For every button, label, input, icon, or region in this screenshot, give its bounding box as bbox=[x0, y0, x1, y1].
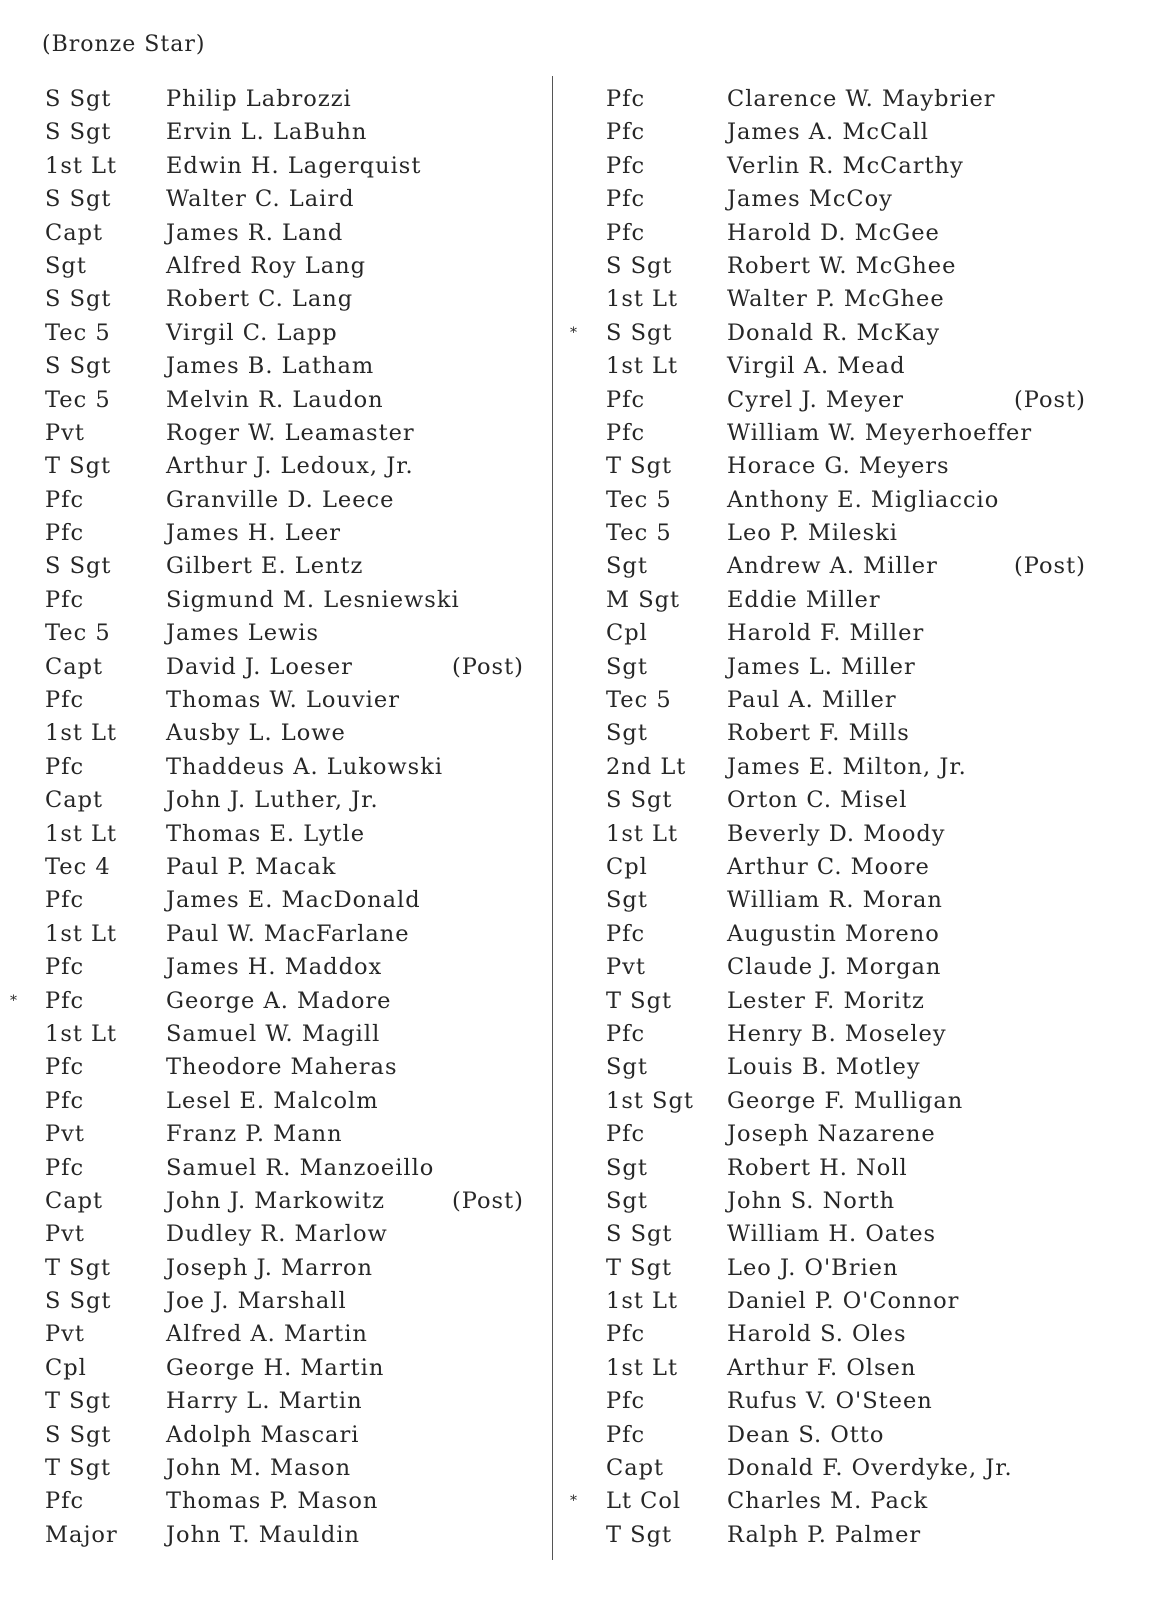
soldier-name: Verlin R. McCarthy bbox=[727, 152, 964, 179]
posthumous-note: (Post) bbox=[1014, 553, 1086, 580]
soldier-name: Paul A. Miller bbox=[727, 687, 897, 714]
list-item bbox=[0, 1018, 560, 1051]
soldier-name: James H. Maddox bbox=[166, 954, 383, 981]
soldier-name: Ervin L. LaBuhn bbox=[166, 119, 368, 146]
soldier-name: Alfred Roy Lang bbox=[166, 252, 366, 279]
rank-label: S Sgt bbox=[45, 553, 112, 580]
soldier-name: Robert W. McGhee bbox=[727, 252, 957, 279]
rank-label: Pvt bbox=[45, 1121, 85, 1148]
soldier-name: James A. McCall bbox=[727, 119, 929, 146]
rank-label: 1st Lt bbox=[45, 720, 118, 747]
list-item bbox=[560, 1051, 1120, 1084]
rank-label: S Sgt bbox=[606, 252, 673, 279]
soldier-name: Joe J. Marshall bbox=[166, 1288, 347, 1315]
soldier-name: Anthony E. Migliaccio bbox=[727, 486, 1000, 513]
soldier-name: Daniel P. O'Connor bbox=[727, 1288, 960, 1315]
list-item bbox=[560, 217, 1120, 250]
list-item bbox=[0, 484, 560, 517]
soldier-name: Paul W. MacFarlane bbox=[166, 920, 410, 947]
rank-label: Pfc bbox=[606, 419, 646, 446]
soldier-name: Philip Labrozzi bbox=[166, 86, 352, 112]
list-item bbox=[560, 1085, 1120, 1118]
soldier-name: John M. Mason bbox=[166, 1455, 352, 1482]
list-item bbox=[0, 1285, 560, 1318]
list-item bbox=[560, 1018, 1120, 1051]
soldier-name: Cyrel J. Meyer bbox=[727, 386, 905, 413]
rank-label: Tec 5 bbox=[606, 520, 672, 547]
rank-label: Sgt bbox=[606, 553, 648, 580]
soldier-name: Harold F. Miller bbox=[727, 620, 925, 647]
list-item bbox=[0, 1352, 560, 1385]
list-item bbox=[0, 784, 560, 817]
soldier-name: Thomas E. Lytle bbox=[166, 820, 366, 847]
rank-label: Pfc bbox=[606, 152, 646, 179]
rank-label: Tec 5 bbox=[45, 620, 111, 647]
list-item bbox=[560, 1318, 1120, 1351]
soldier-name: Claude J. Morgan bbox=[727, 954, 942, 981]
rank-label: Pfc bbox=[45, 1488, 85, 1515]
soldier-name: Harold D. McGee bbox=[727, 219, 940, 246]
list-item bbox=[0, 851, 560, 884]
soldier-name: George A. Madore bbox=[166, 987, 392, 1014]
rank-label: S Sgt bbox=[606, 1221, 673, 1248]
list-item bbox=[560, 484, 1120, 517]
rank-label: Pfc bbox=[606, 1321, 646, 1348]
soldier-name: Beverly D. Moody bbox=[727, 820, 946, 847]
rank-label: Sgt bbox=[606, 720, 648, 747]
rank-label: 1st Sgt bbox=[606, 1087, 694, 1114]
rank-label: Pfc bbox=[606, 86, 646, 112]
rank-label: Pfc bbox=[45, 1087, 85, 1114]
soldier-name: Louis B. Motley bbox=[727, 1054, 921, 1081]
soldier-name: Virgil C. Lapp bbox=[166, 319, 338, 346]
list-item bbox=[560, 1185, 1120, 1218]
list-item bbox=[0, 150, 560, 183]
rank-label: Pfc bbox=[45, 987, 85, 1014]
list-item bbox=[560, 751, 1120, 784]
list-item bbox=[0, 83, 560, 116]
rank-label: Pfc bbox=[45, 887, 85, 914]
soldier-name: George H. Martin bbox=[166, 1354, 385, 1381]
list-item bbox=[0, 1252, 560, 1285]
soldier-name: James H. Leer bbox=[166, 520, 342, 547]
left-column bbox=[0, 83, 560, 1552]
list-item bbox=[560, 684, 1120, 717]
rank-label: Pfc bbox=[45, 486, 85, 513]
rank-label: Sgt bbox=[45, 252, 87, 279]
list-item bbox=[0, 317, 560, 350]
list-item bbox=[560, 1485, 1120, 1518]
rank-label: Pvt bbox=[606, 954, 646, 981]
soldier-name: Eddie Miller bbox=[727, 586, 881, 613]
list-item bbox=[0, 550, 560, 583]
soldier-name: Donald F. Overdyke, Jr. bbox=[727, 1455, 1013, 1482]
list-item bbox=[560, 116, 1120, 149]
list-item bbox=[560, 1385, 1120, 1418]
rank-label: S Sgt bbox=[606, 319, 673, 346]
soldier-name: Clarence W. Maybrier bbox=[727, 86, 996, 112]
rank-label: Pfc bbox=[606, 1121, 646, 1148]
list-item bbox=[0, 818, 560, 851]
rank-label: T Sgt bbox=[606, 1254, 673, 1281]
rank-label: T Sgt bbox=[606, 1521, 673, 1548]
list-item bbox=[0, 1051, 560, 1084]
list-item bbox=[560, 884, 1120, 917]
soldier-name: Joseph J. Marron bbox=[166, 1254, 374, 1281]
rank-label: Pfc bbox=[45, 753, 85, 780]
rank-label: Tec 5 bbox=[45, 386, 111, 413]
list-item bbox=[0, 1185, 560, 1218]
list-item bbox=[560, 283, 1120, 316]
posthumous-note: (Post) bbox=[452, 1187, 524, 1214]
soldier-name: Horace G. Meyers bbox=[727, 453, 950, 480]
soldier-name: Samuel W. Magill bbox=[166, 1020, 381, 1047]
soldier-name: Thaddeus A. Lukowski bbox=[166, 753, 444, 780]
list-item bbox=[0, 517, 560, 550]
soldier-name: James R. Land bbox=[166, 219, 344, 246]
list-item bbox=[0, 918, 560, 951]
rank-label: T Sgt bbox=[606, 453, 673, 480]
list-item bbox=[0, 651, 560, 684]
rank-label: T Sgt bbox=[45, 453, 112, 480]
page-heading: (Bronze Star) bbox=[42, 32, 206, 57]
rank-label: S Sgt bbox=[45, 186, 112, 213]
list-item bbox=[560, 550, 1120, 583]
soldier-name: Samuel R. Manzoeillo bbox=[166, 1154, 435, 1181]
soldier-name: Lester F. Moritz bbox=[727, 987, 925, 1014]
soldier-name: Augustin Moreno bbox=[727, 920, 940, 947]
list-item bbox=[560, 951, 1120, 984]
rank-label: T Sgt bbox=[606, 987, 673, 1014]
list-item bbox=[560, 1419, 1120, 1452]
rank-label: 1st Lt bbox=[606, 1288, 679, 1315]
soldier-name: Gilbert E. Lentz bbox=[166, 553, 364, 580]
posthumous-note: (Post) bbox=[452, 653, 524, 680]
soldier-name: Henry B. Moseley bbox=[727, 1020, 947, 1047]
rank-label: S Sgt bbox=[45, 353, 112, 380]
rank-label: T Sgt bbox=[45, 1455, 112, 1482]
rank-label: T Sgt bbox=[45, 1254, 112, 1281]
rank-label: S Sgt bbox=[45, 1288, 112, 1315]
rank-label: S Sgt bbox=[45, 119, 112, 146]
soldier-name: Franz P. Mann bbox=[166, 1121, 343, 1148]
list-item bbox=[560, 1452, 1120, 1485]
rank-label: 1st Lt bbox=[45, 152, 118, 179]
soldier-name: Dean S. Otto bbox=[727, 1421, 885, 1448]
list-item bbox=[0, 417, 560, 450]
soldier-name: John S. North bbox=[727, 1187, 896, 1214]
soldier-name: James E. Milton, Jr. bbox=[727, 753, 967, 780]
rank-label: 1st Lt bbox=[606, 1354, 679, 1381]
list-item bbox=[0, 250, 560, 283]
rank-label: Pfc bbox=[45, 520, 85, 547]
soldier-name: William H. Oates bbox=[727, 1221, 937, 1248]
list-item bbox=[560, 1218, 1120, 1251]
rank-label: Sgt bbox=[606, 1187, 648, 1214]
rank-label: Sgt bbox=[606, 1054, 648, 1081]
list-item bbox=[0, 450, 560, 483]
soldier-name: Leo J. O'Brien bbox=[727, 1254, 899, 1281]
rank-label: Pvt bbox=[45, 1321, 85, 1348]
list-item bbox=[560, 784, 1120, 817]
list-item bbox=[0, 1485, 560, 1518]
asterisk-mark: * bbox=[10, 992, 18, 1009]
rank-label: Pfc bbox=[606, 1020, 646, 1047]
soldier-name: Melvin R. Laudon bbox=[166, 386, 384, 413]
soldier-name: Charles M. Pack bbox=[727, 1488, 929, 1515]
list-item bbox=[0, 751, 560, 784]
rank-label: Pfc bbox=[606, 1388, 646, 1415]
rank-label: Pfc bbox=[606, 1421, 646, 1448]
list-item bbox=[560, 1285, 1120, 1318]
rank-label: S Sgt bbox=[45, 286, 112, 313]
soldier-name: John T. Mauldin bbox=[166, 1521, 360, 1548]
soldier-name: James McCoy bbox=[727, 186, 893, 213]
rank-label: 1st Lt bbox=[45, 820, 118, 847]
rank-label: Pfc bbox=[45, 954, 85, 981]
list-item bbox=[560, 717, 1120, 750]
rank-label: Pvt bbox=[45, 1221, 85, 1248]
list-item bbox=[0, 584, 560, 617]
list-item bbox=[0, 717, 560, 750]
list-item bbox=[0, 1152, 560, 1185]
rank-label: Pvt bbox=[45, 419, 85, 446]
rank-label: S Sgt bbox=[45, 86, 112, 112]
list-item bbox=[0, 384, 560, 417]
soldier-name: John J. Luther, Jr. bbox=[166, 787, 379, 814]
rank-label: Capt bbox=[45, 787, 104, 814]
rank-label: Pfc bbox=[45, 586, 85, 613]
list-item bbox=[560, 651, 1120, 684]
list-item bbox=[560, 183, 1120, 216]
soldier-name: Walter C. Laird bbox=[166, 186, 355, 213]
list-item bbox=[560, 317, 1120, 350]
list-item bbox=[560, 1252, 1120, 1285]
soldier-name: Thomas W. Louvier bbox=[166, 687, 400, 714]
asterisk-mark: * bbox=[570, 1493, 578, 1510]
soldier-name: John J. Markowitz bbox=[166, 1187, 386, 1214]
list-item bbox=[0, 350, 560, 383]
list-item bbox=[0, 684, 560, 717]
asterisk-mark: * bbox=[570, 324, 578, 341]
list-item bbox=[0, 1452, 560, 1485]
rank-label: Pfc bbox=[606, 219, 646, 246]
soldier-name: Paul P. Macak bbox=[166, 853, 337, 880]
list-item bbox=[0, 1419, 560, 1452]
rank-label: Capt bbox=[45, 219, 104, 246]
list-item bbox=[0, 283, 560, 316]
soldier-name: James B. Latham bbox=[166, 353, 375, 380]
rank-label: 2nd Lt bbox=[606, 753, 687, 780]
list-item bbox=[0, 1218, 560, 1251]
list-item bbox=[560, 250, 1120, 283]
soldier-name: Orton C. Misel bbox=[727, 787, 908, 814]
rank-label: Capt bbox=[45, 653, 104, 680]
soldier-name: Roger W. Leamaster bbox=[166, 419, 415, 446]
rank-label: 1st Lt bbox=[606, 820, 679, 847]
rank-label: T Sgt bbox=[45, 1388, 112, 1415]
soldier-name: Robert F. Mills bbox=[727, 720, 910, 747]
list-item bbox=[560, 1352, 1120, 1385]
list-item bbox=[0, 183, 560, 216]
rank-label: Pfc bbox=[606, 920, 646, 947]
list-item bbox=[560, 450, 1120, 483]
rank-label: Sgt bbox=[606, 887, 648, 914]
soldier-name: Edwin H. Lagerquist bbox=[166, 152, 422, 179]
soldier-name: Thomas P. Mason bbox=[166, 1488, 379, 1515]
rank-label: Cpl bbox=[606, 620, 648, 647]
rank-label: Sgt bbox=[606, 1154, 648, 1181]
soldier-name: Joseph Nazarene bbox=[727, 1121, 936, 1148]
list-item bbox=[560, 1152, 1120, 1185]
soldier-name: James E. MacDonald bbox=[166, 887, 421, 914]
soldier-name: Harry L. Martin bbox=[166, 1388, 363, 1415]
list-item bbox=[560, 417, 1120, 450]
rank-label: Tec 5 bbox=[606, 486, 672, 513]
rank-label: 1st Lt bbox=[45, 920, 118, 947]
list-item bbox=[0, 617, 560, 650]
posthumous-note: (Post) bbox=[1014, 386, 1086, 413]
list-item bbox=[560, 150, 1120, 183]
soldier-name: Walter P. McGhee bbox=[727, 286, 945, 313]
list-item bbox=[560, 1519, 1120, 1552]
soldier-name: Dudley R. Marlow bbox=[166, 1221, 388, 1248]
rank-label: M Sgt bbox=[606, 586, 681, 613]
soldier-name: William R. Moran bbox=[727, 887, 943, 914]
list-item bbox=[0, 1318, 560, 1351]
soldier-name: Granville D. Leece bbox=[166, 486, 395, 513]
soldier-name: Arthur F. Olsen bbox=[727, 1354, 917, 1381]
list-item bbox=[560, 851, 1120, 884]
soldier-name: Sigmund M. Lesniewski bbox=[166, 586, 460, 613]
soldier-name: Ralph P. Palmer bbox=[727, 1521, 922, 1548]
list-item bbox=[0, 217, 560, 250]
rank-label: S Sgt bbox=[45, 1421, 112, 1448]
list-item bbox=[0, 1085, 560, 1118]
list-item bbox=[0, 1118, 560, 1151]
list-item bbox=[0, 1385, 560, 1418]
soldier-name: Donald R. McKay bbox=[727, 319, 941, 346]
rank-label: 1st Lt bbox=[45, 1020, 118, 1047]
list-item bbox=[560, 83, 1120, 116]
list-item bbox=[0, 985, 560, 1018]
rank-label: 1st Lt bbox=[606, 353, 679, 380]
soldier-name: James Lewis bbox=[166, 620, 320, 647]
rank-label: Pfc bbox=[606, 119, 646, 146]
soldier-name: George F. Mulligan bbox=[727, 1087, 964, 1114]
list-item bbox=[0, 116, 560, 149]
soldier-name: David J. Loeser bbox=[166, 653, 353, 680]
rank-label: Tec 5 bbox=[45, 319, 111, 346]
soldier-name: Andrew A. Miller bbox=[727, 553, 938, 580]
rank-label: Tec 4 bbox=[45, 853, 111, 880]
list-item bbox=[560, 818, 1120, 851]
list-item bbox=[560, 617, 1120, 650]
rank-label: Major bbox=[45, 1521, 118, 1548]
soldier-name: Robert H. Noll bbox=[727, 1154, 908, 1181]
rank-label: Capt bbox=[606, 1455, 665, 1482]
list-item bbox=[560, 985, 1120, 1018]
soldier-name: Virgil A. Mead bbox=[727, 353, 906, 380]
soldier-name: Alfred A. Martin bbox=[166, 1321, 368, 1348]
soldier-name: Theodore Maheras bbox=[166, 1054, 398, 1081]
list-item bbox=[560, 918, 1120, 951]
soldier-name: Lesel E. Malcolm bbox=[166, 1087, 379, 1114]
rank-label: Capt bbox=[45, 1187, 104, 1214]
rank-label: Pfc bbox=[606, 186, 646, 213]
list-item bbox=[0, 951, 560, 984]
soldier-name: Arthur C. Moore bbox=[727, 853, 930, 880]
soldier-name: Adolph Mascari bbox=[166, 1421, 360, 1448]
soldier-name: James L. Miller bbox=[727, 653, 916, 680]
rank-label: Lt Col bbox=[606, 1488, 682, 1515]
soldier-name: Rufus V. O'Steen bbox=[727, 1388, 933, 1415]
rank-label: Pfc bbox=[45, 1154, 85, 1181]
soldier-name: Harold S. Oles bbox=[727, 1321, 907, 1348]
list-item bbox=[560, 517, 1120, 550]
soldier-name: Arthur J. Ledoux, Jr. bbox=[166, 453, 414, 480]
list-item bbox=[560, 584, 1120, 617]
rank-label: Sgt bbox=[606, 653, 648, 680]
rank-label: Cpl bbox=[45, 1354, 87, 1381]
rank-label: Tec 5 bbox=[606, 687, 672, 714]
list-item bbox=[0, 884, 560, 917]
rank-label: S Sgt bbox=[606, 787, 673, 814]
rank-label: Pfc bbox=[45, 687, 85, 714]
soldier-name: Ausby L. Lowe bbox=[166, 720, 346, 747]
rank-label: Pfc bbox=[606, 386, 646, 413]
soldier-name: Leo P. Mileski bbox=[727, 520, 898, 547]
soldier-name: Robert C. Lang bbox=[166, 286, 354, 313]
list-item bbox=[560, 1118, 1120, 1151]
list-item bbox=[560, 384, 1120, 417]
rank-label: 1st Lt bbox=[606, 286, 679, 313]
right-column bbox=[560, 83, 1120, 1552]
list-item bbox=[0, 1519, 560, 1552]
soldier-name: William W. Meyerhoeffer bbox=[727, 419, 1033, 446]
rank-label: Pfc bbox=[45, 1054, 85, 1081]
list-item bbox=[560, 350, 1120, 383]
rank-label: Cpl bbox=[606, 853, 648, 880]
